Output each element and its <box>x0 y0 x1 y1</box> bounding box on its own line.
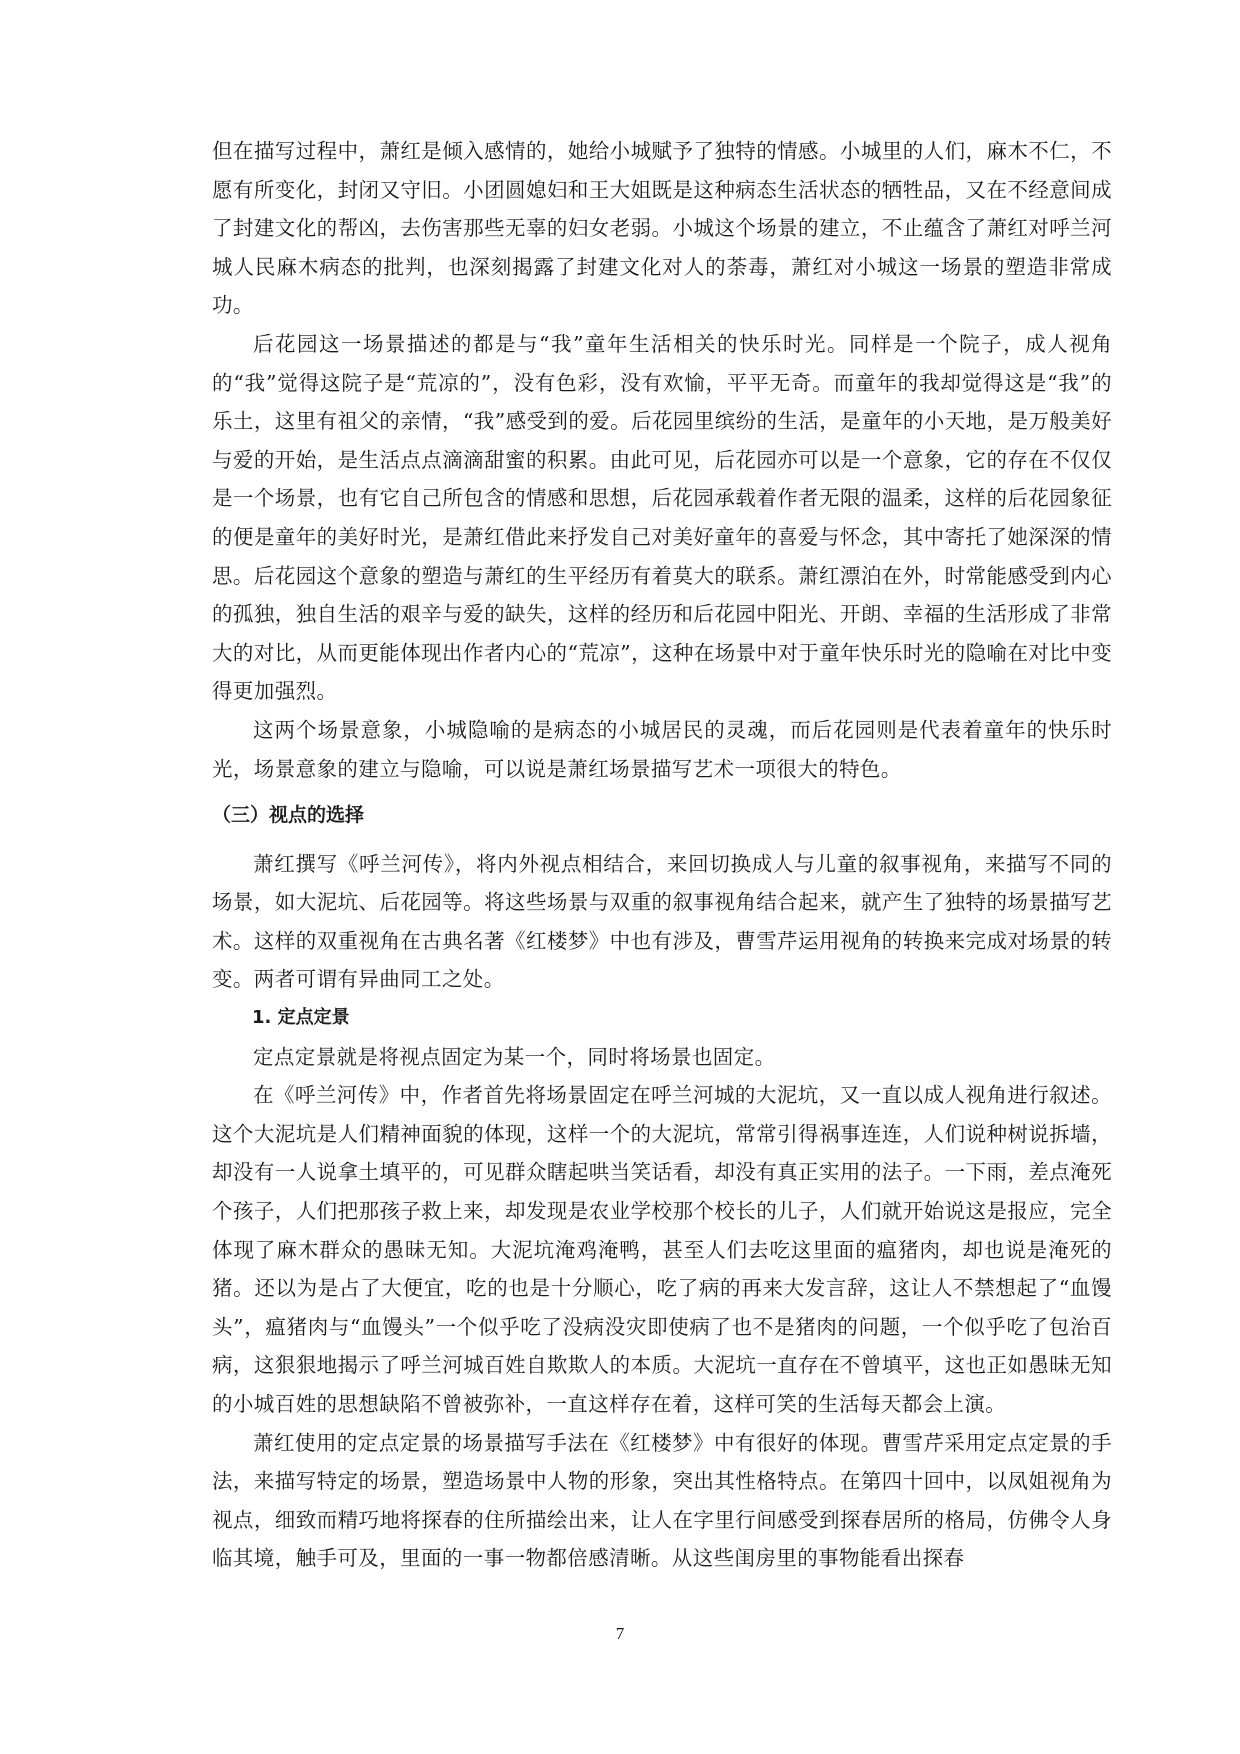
section-heading-viewpoint: （三）视点的选择 <box>212 804 365 827</box>
paragraph-fixed-point-definition: 定点定景就是将视点固定为某一个，同时将场景也固定。 <box>253 1044 776 1069</box>
paragraph-red-chamber: 萧红使用的定点定景的场景描写手法在《红楼梦》中有很好的体现。曹雪芹采用定点定景的手法，来描写特定的场景，塑造场景中人物的形象，突出其性格特点。在第四十回中，以凤姐视角为视点，细致而精巧地将探春的住所描绘出来，让人在字里行间感受到探春居所的格局，仿佛令人身临其境，触手可及，里面的一事一物都倍感清晰。从这些闺房里的事物能看出探春 <box>212 1430 1112 1571</box>
document-page <box>212 132 1112 1578</box>
paragraph-two-scenes: 这两个场景意象，小城隐喻的是病态的小城居民的灵魂，而后花园则是代表着童年的快乐时光，场景意象的建立与隐喻，可以说是萧红场景描写艺术一项很大的特色。 <box>212 717 1112 781</box>
subsection-heading-fixed-point: 1. 定点定景 <box>252 1007 350 1029</box>
paragraph-back-garden: 后花园这一场景描述的都是与“我”童年生活相关的快乐时光。同样是一个院子，成人视角的“我”觉得这院子是“荒凉的”，没有色彩，没有欢愉，平平无奇。而童年的我却觉得这是“我”的乐土，这里有祖父的亲情，“我”感受到的爱。后花园里缤纷的生活，是童年的小天地，是万般美好与爱的开始，是生活点点滴滴甜蜜的积累。由此可见，后花园亦可以是一个意象，它的存在不仅仅是一个场景，也有它自己所包含的情感和思想，后花园承载着作者无限的温柔，这样的后花园象征的便是童年的美好时光，是萧红借此来抒发自己对美好童年的喜爱与怀念，其中寄托了她深深的情思。后花园这个意象的塑造与萧红的生平经历有着莫大的联系。萧红漂泊在外，时常能感受到内心的孤独，独自生活的艰辛与爱的缺失，这样的经历和后花园中阳光、开朗、幸福的生活形成了非常大的对比，从而更能体现出作者内心的“荒凉”，这种在场景中对于童年快乐时光的隐喻在对比中变得更加强烈。 <box>212 331 1112 704</box>
paragraph-mud-pit: 在《呼兰河传》中，作者首先将场景固定在呼兰河城的大泥坑，又一直以成人视角进行叙述。这个大泥坑是人们精神面貌的体现，这样一个的大泥坑，常常引得祸事连连，人们说种树说拆墙，却没有一人说拿土填平的，可见群众瞎起哄当笑话看，却没有真正实用的法子。一下雨，差点淹死个孩子，人们把那孩子救上来，却发现是农业学校那个校长的儿子，人们就开始说这是报应，完全体现了麻木群众的愚昧无知。大泥坑淹鸡淹鸭，甚至人们去吃这里面的瘟猪肉，却也说是淹死的猪。还以为是占了大便宜，吃的也是十分顺心，吃了病的再来大发言辞，这让人不禁想起了“血馒头”，瘟猪肉与“血馒头”一个似乎吃了没病没灾即使病了也不是猪肉的问题，一个似乎吃了包治百病，这狠狠地揭示了呼兰河城百姓自欺欺人的本质。大泥坑一直存在不曾填平，这也正如愚昧无知的小城百姓的思想缺陷不曾被弥补，一直这样存在着，这样可笑的生活每天都会上演。 <box>212 1083 1112 1416</box>
paragraph-small-town-continued: 但在描写过程中，萧红是倾入感情的，她给小城赋予了独特的情感。小城里的人们，麻木不仁，不愿有所变化，封闭又守旧。小团圆媳妇和王大姐既是这种病态生活状态的牺牲品，又在不经意间成了封建文化的帮凶，去伤害那些无辜的妇女老弱。小城这个场景的建立，不止蕴含了萧红对呼兰河城人民麻木病态的批判，也深刻揭露了封建文化对人的荼毒，萧红对小城这一场景的塑造非常成功。 <box>212 139 1112 318</box>
paragraph-viewpoint-intro: 萧红撰写《呼兰河传》，将内外视点相结合，来回切换成人与儿童的叙事视角，来描写不同的场景，如大泥坑、后花园等。将这些场景与双重的叙事视角结合起来，就产生了独特的场景描写艺术。这样的双重视角在古典名著《红楼梦》中也有涉及，曹雪芹运用视角的转换来完成对场景的转变。两者可谓有异曲同工之处。 <box>212 851 1112 992</box>
page-number: 7 <box>615 1624 625 1643</box>
